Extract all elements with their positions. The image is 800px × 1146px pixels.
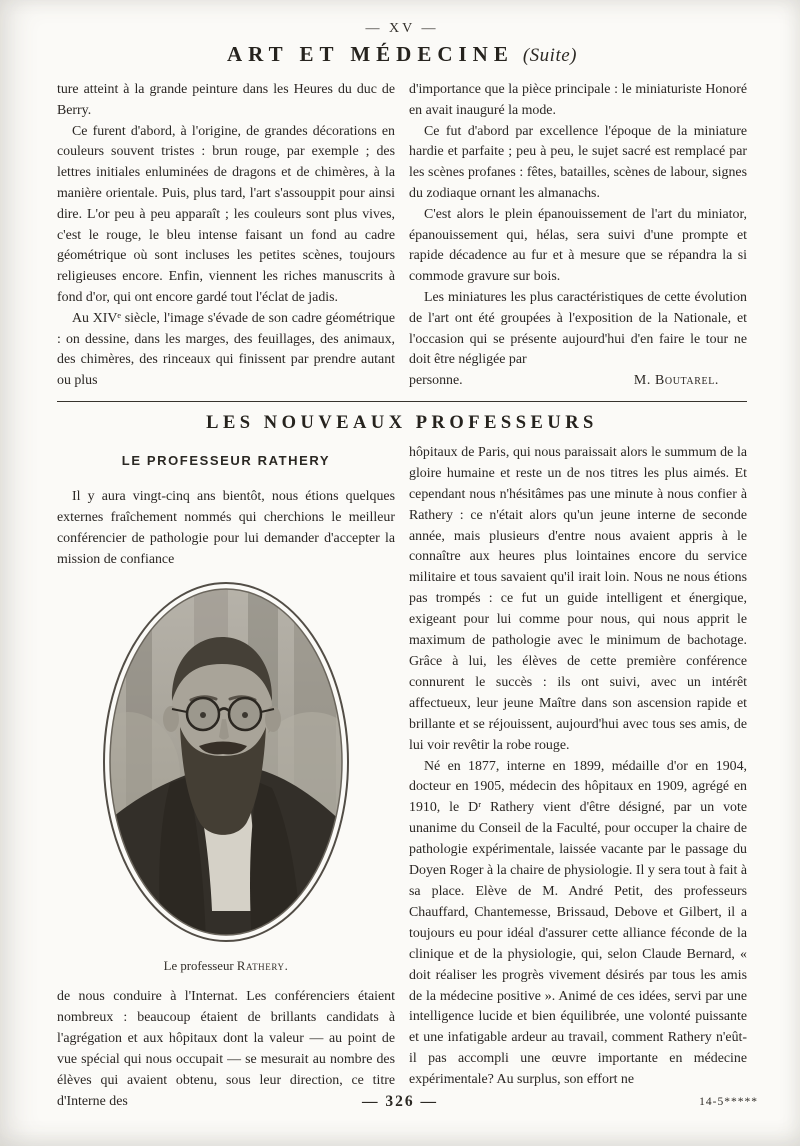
article1-last-word: personne. <box>409 373 463 389</box>
page-footer <box>0 1093 800 1123</box>
article1-author-signature: M. Boutarel. <box>633 373 719 389</box>
printer-signature-mark: 14-5***** <box>699 1096 758 1108</box>
article2-right-paragraph: hôpitaux de Paris, qui nous paraissait alors le summum de la gloire humaine et reste un de nos titres les plus aimés. Et cependant nous n'hésitâmes pas une minute à nous confier à Rathery : ce n'était alors qu'un jeune interne de seconde année, mais plusieurs d'entre nous avaient appris à le connaître aux heures plus lointaines encore du service militaire et tous savaient qu'il irait loin. Nous ne nous étions pas trompés : ce fut un guide intelligent et énergique, exigeant pour lui comme pour nous, qui nous apprit le maximum de pathologie avec le minimum de bachotage. Grâce à lui, les élèves de cette première conférence connurent le succès : ils ont suivi, avec un intérêt affectueux, leur jeune Maître dans son ascension rapide et brillante et se réjouissent, aujourd'hui avec tous ses amis, de lui voir revêtir la robe rouge. <box>409 444 747 753</box>
article1-right-paragraph: Ce fut d'abord par excellence l'époque de la miniature hardie et parfaite ; peu à peu, le sujet sacré est remplacé par les scènes profanes : fêtes, batailles, scènes de labour, signes du zodiaque ornant les almanachs. <box>409 123 747 201</box>
article1-left-column <box>57 80 395 392</box>
portrait-caption <box>57 956 395 977</box>
article1-title-suffix: (Suite) <box>522 45 578 66</box>
article2-left-column <box>57 443 395 1113</box>
page-content <box>57 0 747 1113</box>
page-folio: — XV — <box>365 21 439 36</box>
portrait-photo <box>100 579 352 945</box>
article1-title-row <box>57 42 747 67</box>
article1-left-paragraph: Ce furent d'abord, à l'origine, de grandes décorations en couleurs souvent tristes : brun rouge, par exemple ; des lettres initiales enluminées de dragons et de chimères, à la manière orientale. Puis, plus tard, l'art s'assouppit pour ainsi dire. L'or peu à peu apparaît ; les couleurs sont plus vives, c'est le rouge, le bleu intense faisant un fond au cadre géométrique où sont incluses les petites scènes, toujours religieuses encore. Enfin, viennent les riches manuscrits à fond d'or, qui ont encore gardé tout l'éclat de jadis. <box>57 123 395 305</box>
article1-left-paragraph: Au XIVᵉ siècle, l'image s'évade de son cadre géométrique : on dessine, dans les marges, des feuillages, des animaux, des chimères, des rinceaux qui finissent par prendre autant ou plus <box>57 310 395 389</box>
article1-right-column <box>409 80 747 392</box>
page-number: — 326 — <box>362 1093 438 1110</box>
article2-columns <box>57 443 747 1113</box>
article2-left-paragraph: Il y aura vingt-cinq ans bientôt, nous étions quelques externes fraîchement nommés qui cherchions le meilleur conférencier de pathologie pour lui demander d'accepter la mission de confiance <box>57 488 395 567</box>
article1-right-paragraph: d'importance que la pièce principale : le miniaturiste Honoré en avait inauguré la mode. <box>409 82 747 118</box>
section-divider-rule <box>57 401 747 402</box>
article1-closing-line <box>409 371 747 392</box>
article2-right-paragraph: Né en 1877, interne en 1899, médaille d'or en 1904, docteur en 1905, médecin des hôpitaux en 1909, agrégé en 1910, le Dʳ Rathery vient d'être désigné, par un vote unanime du Conseil de la Faculté, pour occuper la chaire de pathologie expérimentale, laissée vacante par le passage du Doyen Roger à la chaire de physiologie. Il y sera tout à fait à sa place. Elève de M. André Petit, des professeurs Chauffard, Chantemesse, Brissaud, Debove et Gilbert, il a toujours eu pour idéal d'assurer cette alliance féconde de la clinique et de la physiologie, qui, selon Claude Bernard, « doit réaliser les progrès vivement désirés par tous les amis de la médecine positive ». Animé de ces idées, servi par une intelligence lucide et bien équilibrée, une volonté puissante et une infatigable ardeur au travail, comment Rathery n'eût-il pas accompli une œuvre importante en médecine expérimentale? Au surplus, son effort ne <box>409 758 747 1088</box>
article1-right-paragraph: Les miniatures les plus caractéristiques de cette évolution de l'art ont été groupées à l'exposition de la Nationale, et l'occasion qui se présente aujourd'hui d'en faire le tour ne doit être négligée par <box>409 289 747 368</box>
portrait-figure <box>57 579 395 977</box>
article2-left-paragraph: de nous conduire à l'Internat. Les conférenciers étaient nombreux : beaucoup étaient de brillants candidats à l'agrégation et aux hôpitaux dont la valeur — au point de vue spécial qui nous occupait — se mesurait au nombre des élèves qui avaient obtenu, sous leur direction, ce titre d'Interne des <box>57 989 395 1109</box>
article2-subtitle: LE PROFESSEUR RATHERY <box>121 452 331 468</box>
article1-right-paragraph: C'est alors le plein épanouissement de l'art du miniator, épanouissement qui, hélas, sera suivi d'une prompte et rapide décadence au fur et à mesure que se répandra la si commode gravure sur bois. <box>409 206 747 285</box>
portrait-caption-prefix: Le professeur <box>163 959 237 974</box>
article1-left-paragraph: ture atteint à la grande peinture dans les Heures du duc de Berry. <box>57 82 395 118</box>
article2-right-column <box>409 443 747 1113</box>
article1-columns <box>57 80 747 392</box>
article2-title: LES NOUVEAUX PROFESSEURS <box>206 412 598 433</box>
portrait-caption-name: Rathery. <box>236 959 289 974</box>
article1-title: ART ET MÉDECINE <box>226 42 514 66</box>
